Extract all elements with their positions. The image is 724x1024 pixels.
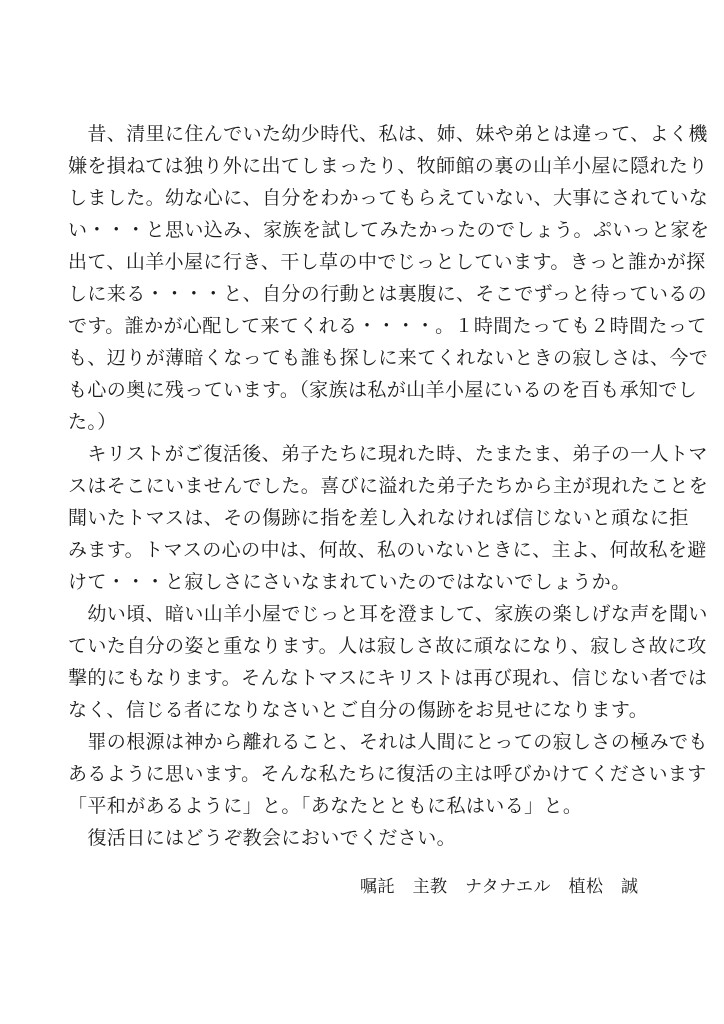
text-line-19: なく、信じる者になりなさいとご自分の傷跡をお見せになります。: [68, 699, 649, 721]
text-line-20: 罪の根源は神から離れること、それは人間にとっての寂しさの極みでも: [68, 731, 708, 753]
text-line-18: 撃的にもなります。そんなトマスにキリストは再び現れ、信じない者では: [68, 667, 708, 689]
text-line-9: も心の奥に残っています。（家族は私が山羊小屋にいるのを百も承知でし: [68, 379, 698, 401]
text-line-22: 「平和があるように」と。「あなたとともに私はいる」と。: [68, 795, 583, 817]
text-line-11: キリストがご復活後、弟子たちに現れた時、たまたま、弟子の一人トマ: [68, 443, 708, 465]
text-line-15: けて・・・と寂しさにさいなまれていたのではないでしょうか。: [68, 571, 631, 593]
text-line-17: ていた自分の姿と重なります。人は寂しさ故に頑なになり、寂しさ故に攻: [68, 635, 707, 657]
text-line-6: しに来る・・・・と、自分の行動とは裏腹に、そこでずっと待っているの: [68, 283, 708, 305]
text-line-21: あるように思います。そんな私たちに復活の主は呼びかけてくださいます: [68, 763, 707, 785]
body-text: [68, 118, 710, 854]
text-line-13: 聞いたトマスは、その傷跡に指を差し入れなければ信じないと頑なに拒: [68, 507, 689, 529]
text-line-16: 幼い頃、暗い山羊小屋でじっと耳を澄まして、家族の楽しげな声を聞い: [68, 603, 708, 625]
text-line-3: しました。幼な心に、自分をわかってもらえていない、大事にされていな: [68, 187, 709, 209]
text-line-23: 復活日にはどうぞ教会においでください。: [68, 827, 457, 849]
text-line-4: い・・・と思い込み、家族を試してみたかったのでしょう。ぷいっと家を: [68, 219, 710, 241]
text-line-14: みます。トマスの心の中は、何故、私のいないときに、主よ、何故私を避: [68, 539, 707, 561]
text-line-10: た。）: [68, 411, 117, 433]
text-line-1: 昔、清里に住んでいた幼少時代、私は、姉、妹や弟とは違って、よく機: [68, 123, 708, 145]
text-line-8: も、辺りが薄暗くなっても誰も探しに来てくれないときの寂しさは、今で: [68, 347, 709, 369]
text-line-12: スはそこにいませんでした。喜びに溢れた弟子たちから主が現れたことを: [68, 475, 709, 497]
text-line-2: 嫌を損ねては独り外に出てしまったり、牧師館の裏の山羊小屋に隠れたり: [68, 155, 708, 177]
text-line-7: です。誰かが心配して来てくれる・・・・。１時間たっても２時間たって: [68, 315, 707, 337]
signature: 嘱託 主教 ナタナエル 植松 誠: [360, 877, 639, 897]
text-line-5: 出て、山羊小屋に行き、干し草の中でじっとしています。きっと誰かが探: [68, 251, 706, 273]
